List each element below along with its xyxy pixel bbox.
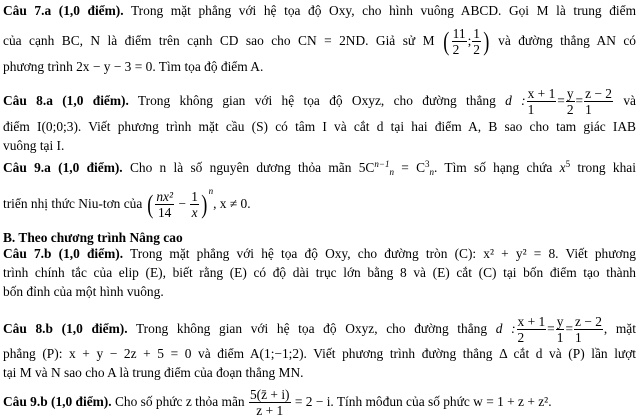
q8a-line-1 xyxy=(3,87,636,117)
q8b-line-1 xyxy=(3,315,636,345)
q9a-equation: $5C^{n-1}_n = C^3_n$ xyxy=(358,159,434,177)
q8b-label: Câu 8.b (1,0 điểm). xyxy=(3,320,128,336)
q7b-label: Câu 7.b (1,0 điểm). xyxy=(3,246,124,261)
q8a-text-3: vuông tại I. xyxy=(3,138,65,153)
q7b-text-3: bốn đỉnh của một hình vuông. xyxy=(3,284,164,299)
q8a-text-1: Trong không gian với hệ tọa độ Oxyz, cho đường thẳng xyxy=(137,92,496,108)
q7a-line-3 xyxy=(3,59,636,75)
q9a-text-2b: , x ≠ 0. xyxy=(213,195,251,211)
q7a-label: Câu 7.a (1,0 điểm). xyxy=(3,3,124,18)
q7a-line-1 xyxy=(3,3,636,19)
q7a-point-m: ( $\frac{11}{2}$ ; $\frac{1}{2}$ ) xyxy=(443,26,490,58)
q8a-label: Câu 8.a (1,0 điểm). xyxy=(3,92,129,108)
q8b-line-equation: d : $\frac{x + 1}{2}$ = $\frac{y}{1}$ = $\frac{z - 2}{1}$ xyxy=(495,314,602,346)
q8a-text-2: điểm I(0;0;3). Viết phương trình mặt cầu (S) có tâm I và cắt d tại hai điểm A, B sao cho tam giác IAB xyxy=(3,119,636,134)
q8a-text-1-end: và xyxy=(623,92,636,108)
q9a-line-2 xyxy=(3,185,636,221)
q7b-line-3 xyxy=(3,284,636,300)
q7a-text-1: Trong mặt phẳng với hệ tọa độ Oxy, cho hình vuông ABCD. Gọi M là trung điểm xyxy=(130,3,636,18)
q7b-line-1 xyxy=(3,246,636,262)
q9a-x5: $x^5$ xyxy=(559,159,571,175)
q9b-fraction: $\frac{5(z̄ + i)}{z + 1}$ xyxy=(249,387,290,419)
q9b-text-1a: Cho số phức z thỏa mãn xyxy=(114,393,245,409)
q8b-text-1-end: , mặt xyxy=(603,320,636,336)
q8b-text-2: phẳng (P): x + y − 2z + 5 = 0 và điểm A(1;−1;2). Viết phương trình đường thẳng Δ cắt d và (P) lần lượt xyxy=(3,346,636,361)
q7b-text-2: trình chính tắc của elip (E), biết rằng (E) có độ dài trục lớn bằng 8 và (E) cắt (C) tại bốn điểm tạo thành xyxy=(3,265,636,280)
q8b-text-1: Trong không gian với hệ tọa độ Oxyz, cho đường thẳng xyxy=(135,320,488,336)
q9b-text-1b: = 2 − i. Tính môđun của số phức w = 1 + z + z². xyxy=(294,393,552,409)
q9a-binomial: ( $\frac{\text{nx²}}{14}$ − $\frac{1}{x}$ )$^n$ xyxy=(146,185,214,221)
q7a-text-3: phương trình 2x − y − 3 = 0. Tìm tọa độ điểm A. xyxy=(3,59,264,74)
q7b-line-2 xyxy=(3,265,636,281)
q7b-text-1: Trong mặt phẳng với hệ tọa độ Oxy, cho đường tròn (C): x² + y² = 8. Viết phương xyxy=(129,246,636,261)
q9a-text-2a: triển nhị thức Niu-tơn của xyxy=(3,195,143,211)
q9a-text-1d: . Tìm số hạng chứa xyxy=(434,160,553,175)
q9a-text-1a: Cho n là số nguyên dương thỏa mãn xyxy=(129,160,352,175)
q9a-text-1f: trong khai xyxy=(577,160,636,175)
q9b-line-1 xyxy=(3,388,636,418)
q8a-line-2 xyxy=(3,119,636,135)
q8a-line-3 xyxy=(3,138,636,154)
q8b-line-3 xyxy=(3,365,636,381)
q9a-label: Câu 9.a (1,0 điểm). xyxy=(3,160,123,175)
q8b-text-3: tại M và N sao cho A là trung điểm của đoạn thẳng MN. xyxy=(3,365,304,380)
q7a-text-2a: của cạnh BC, N là điểm trên cạnh CD sao cho CN = 2ND. Giả sử M xyxy=(3,32,435,48)
q9a-line-1 xyxy=(3,160,636,176)
q7a-line-2 xyxy=(3,27,636,57)
section-b-heading: B. Theo chương trình Nâng cao xyxy=(3,230,183,245)
q7a-text-2b: và đường thẳng AN có xyxy=(498,32,636,48)
q8a-line-equation: d : $\frac{x + 1}{1}$ = $\frac{y}{2}$ = $\frac{z - 2}{1}$ xyxy=(505,86,612,118)
q9b-label: Câu 9.b (1,0 điểm). xyxy=(3,393,112,409)
q8b-line-2 xyxy=(3,346,636,362)
